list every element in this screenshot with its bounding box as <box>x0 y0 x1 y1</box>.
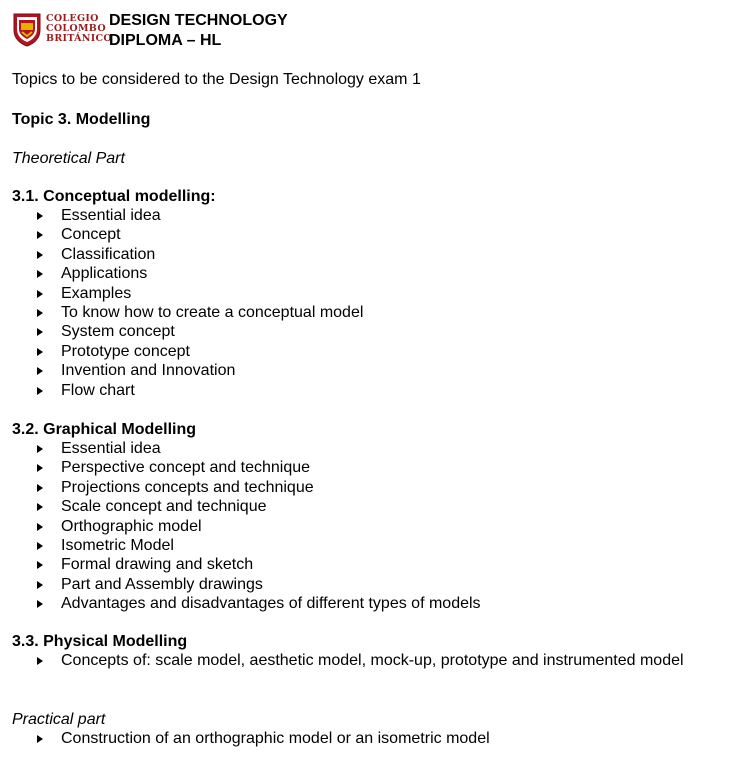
section-list <box>12 206 363 400</box>
triangle-bullet-icon <box>37 735 43 743</box>
triangle-bullet-icon <box>37 367 43 375</box>
list-item-text: Projections concepts and technique <box>61 478 314 496</box>
practical-list <box>12 729 490 748</box>
section-list <box>12 651 684 670</box>
intro-text: Topics to be considered to the Design Technology exam 1 <box>12 71 421 88</box>
list-item-text: Scale concept and technique <box>61 498 267 516</box>
list-item <box>12 264 363 283</box>
section-list <box>12 439 481 614</box>
list-item <box>12 303 363 322</box>
triangle-bullet-icon <box>37 464 43 472</box>
school-name <box>46 14 112 44</box>
document-title <box>109 11 288 51</box>
triangle-bullet-icon <box>37 542 43 550</box>
list-item <box>12 458 481 477</box>
school-name-line: COLOMBO <box>46 23 106 34</box>
list-item-text: Perspective concept and technique <box>61 459 311 477</box>
list-item-text: Invention and Innovation <box>61 362 236 380</box>
list-item <box>12 439 481 458</box>
list-item-text: Concepts of: scale model, aesthetic model, mock-up, prototype and instrumented model <box>61 652 684 669</box>
list-item-text: Advantages and disadvantages of different types of models <box>61 595 481 613</box>
list-item-text: System concept <box>61 323 175 341</box>
triangle-bullet-icon <box>37 348 43 356</box>
triangle-bullet-icon <box>37 387 43 395</box>
list-item-text: Prototype concept <box>61 342 190 360</box>
list-item <box>12 651 684 670</box>
triangle-bullet-icon <box>37 251 43 259</box>
list-item <box>12 322 363 341</box>
school-name-line: COLEGIO <box>46 13 99 24</box>
list-item-text: Concept <box>61 226 121 244</box>
triangle-bullet-icon <box>37 600 43 608</box>
triangle-bullet-icon <box>37 445 43 453</box>
triangle-bullet-icon <box>37 212 43 220</box>
list-item <box>12 497 481 516</box>
list-item <box>12 342 363 361</box>
triangle-bullet-icon <box>37 290 43 298</box>
section-heading: 3.2. Graphical Modelling <box>12 421 197 438</box>
section-heading: 3.3. Physical Modelling <box>12 633 188 650</box>
list-item <box>12 284 363 303</box>
list-item-text: Orthographic model <box>61 517 202 535</box>
list-item-text: Flow chart <box>61 381 135 399</box>
list-item-text: Examples <box>61 284 132 302</box>
list-item-text: Essential idea <box>61 207 161 224</box>
list-item-text: Applications <box>61 265 148 283</box>
practical-part-label: Practical part <box>12 711 106 728</box>
triangle-bullet-icon <box>37 503 43 511</box>
list-item <box>12 478 481 497</box>
list-item <box>12 206 363 225</box>
triangle-bullet-icon <box>37 328 43 336</box>
course-level: DIPLOMA – HL <box>109 32 222 49</box>
triangle-bullet-icon <box>37 581 43 589</box>
triangle-bullet-icon <box>37 657 43 665</box>
list-item <box>12 729 490 748</box>
section-heading: 3.1. Conceptual modelling: <box>12 188 216 205</box>
triangle-bullet-icon <box>37 523 43 531</box>
list-item <box>12 225 363 244</box>
school-shield-icon <box>12 12 42 48</box>
header <box>12 10 112 48</box>
list-item-text: Formal drawing and sketch <box>61 556 254 574</box>
list-item <box>12 361 363 380</box>
triangle-bullet-icon <box>37 309 43 317</box>
list-item-text: Part and Assembly drawings <box>61 575 263 593</box>
course-title: DESIGN TECHNOLOGY <box>109 12 288 29</box>
triangle-bullet-icon <box>37 484 43 492</box>
triangle-bullet-icon <box>37 561 43 569</box>
list-item <box>12 245 363 264</box>
list-item <box>12 594 481 613</box>
triangle-bullet-icon <box>37 270 43 278</box>
list-item <box>12 517 481 536</box>
list-item-text: Classification <box>61 245 156 263</box>
school-name-line: BRITÁNICO <box>46 33 112 44</box>
list-item <box>12 536 481 555</box>
list-item <box>12 555 481 574</box>
list-item-text: To know how to create a conceptual model <box>61 303 364 321</box>
list-item <box>12 575 481 594</box>
list-item-text: Construction of an orthographic model or an isometric model <box>61 730 490 747</box>
list-item-text: Essential idea <box>61 440 161 457</box>
theoretical-part-label: Theoretical Part <box>12 150 125 167</box>
list-item <box>12 381 363 400</box>
list-item-text: Isometric Model <box>61 536 174 554</box>
topic-title: Topic 3. Modelling <box>12 111 151 128</box>
triangle-bullet-icon <box>37 231 43 239</box>
